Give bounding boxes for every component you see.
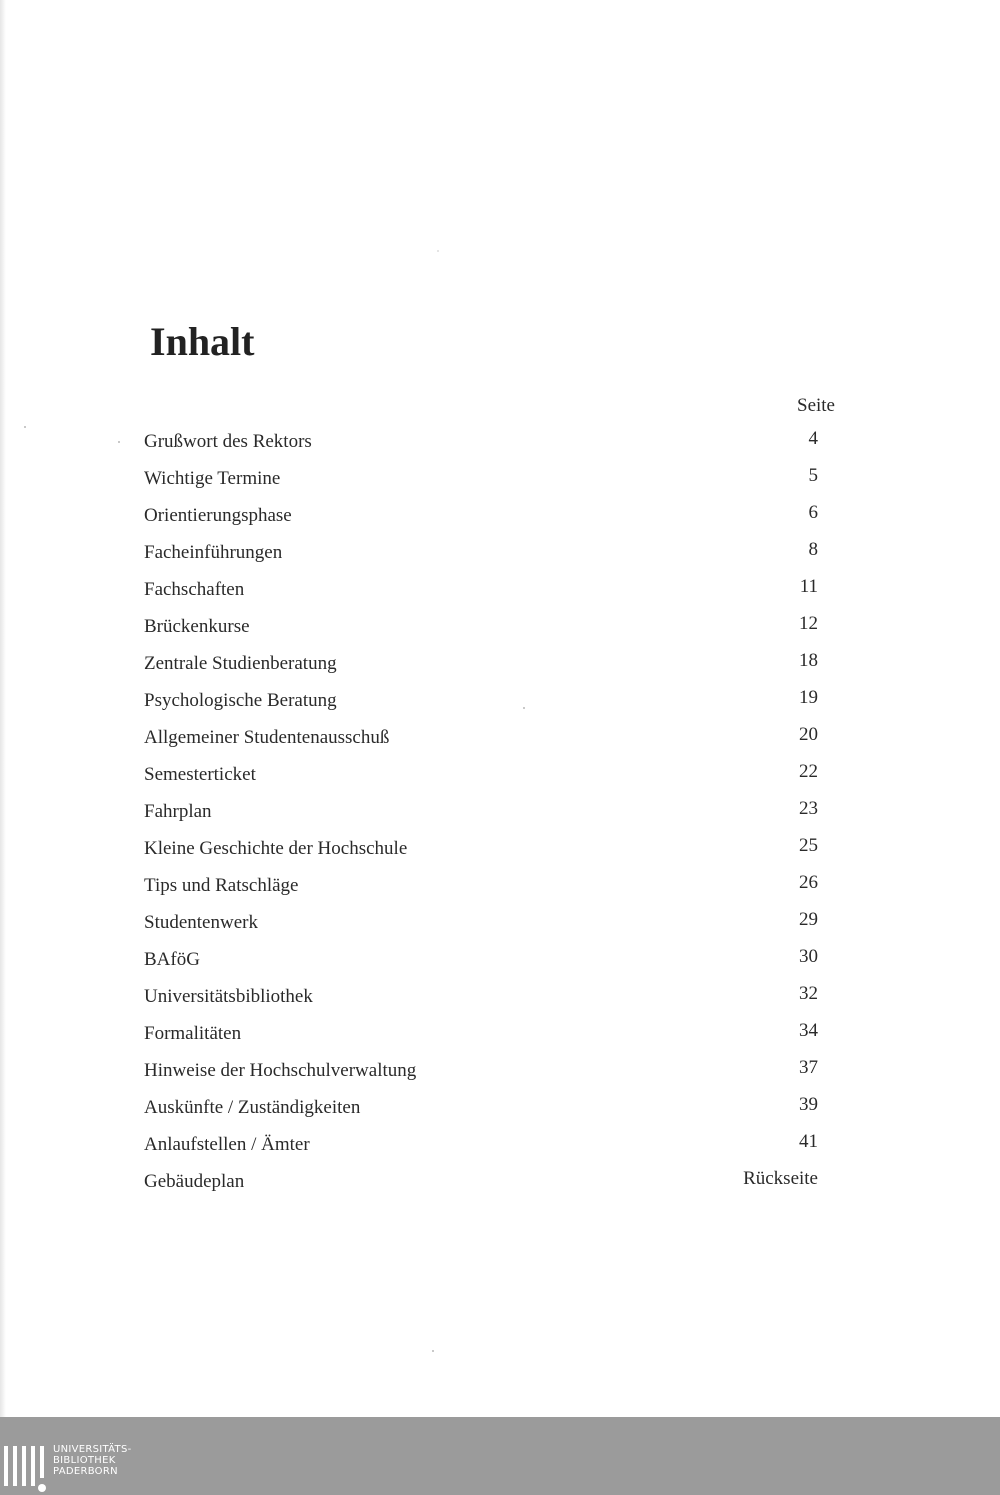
toc-entry bbox=[144, 941, 818, 978]
toc-entry bbox=[144, 719, 818, 756]
toc-entry bbox=[144, 423, 818, 460]
toc-entry-title: Allgemeiner Studentenausschuß bbox=[144, 727, 390, 748]
toc-entry-page: 19 bbox=[799, 687, 818, 708]
toc-entry-page: 20 bbox=[799, 724, 818, 745]
toc-entry bbox=[144, 608, 818, 645]
scan-speck bbox=[118, 441, 120, 443]
toc-entry-title: Grußwort des Rektors bbox=[144, 431, 312, 452]
scan-speck bbox=[523, 707, 525, 709]
toc-entry-page: 39 bbox=[799, 1094, 818, 1115]
toc-entry-title: Zentrale Studienberatung bbox=[144, 653, 337, 674]
table-of-contents bbox=[144, 423, 818, 1200]
toc-entry-title: Wichtige Termine bbox=[144, 468, 281, 489]
toc-entry-title: Formalitäten bbox=[144, 1023, 242, 1044]
toc-entry-page: 23 bbox=[799, 798, 818, 819]
toc-entry-page: 26 bbox=[799, 872, 818, 893]
toc-entry bbox=[144, 1052, 818, 1089]
scan-speck bbox=[432, 1350, 434, 1352]
toc-entry bbox=[144, 571, 818, 608]
logo-line: PADERBORN bbox=[53, 1466, 118, 1477]
toc-entry-page: Rückseite bbox=[743, 1168, 818, 1189]
toc-entry-title: Brückenkurse bbox=[144, 616, 250, 637]
toc-entry bbox=[144, 1163, 818, 1200]
library-logo-icon bbox=[4, 1446, 48, 1494]
library-logo-text bbox=[53, 1444, 132, 1477]
toc-entry-page: 4 bbox=[808, 428, 818, 449]
toc-entry-page: 22 bbox=[799, 761, 818, 782]
logo-line: BIBLIOTHEK bbox=[53, 1455, 116, 1466]
toc-entry bbox=[144, 867, 818, 904]
toc-entry-page: 32 bbox=[799, 983, 818, 1004]
toc-entry-title: Auskünfte / Zuständigkeiten bbox=[144, 1097, 361, 1118]
toc-entry-title: Psychologische Beratung bbox=[144, 690, 337, 711]
toc-entry bbox=[144, 460, 818, 497]
toc-entry bbox=[144, 978, 818, 1015]
toc-entry-page: 18 bbox=[799, 650, 818, 671]
toc-entry-page: 41 bbox=[799, 1131, 818, 1152]
page-title: Inhalt bbox=[150, 319, 255, 364]
toc-entry-page: 12 bbox=[799, 613, 818, 634]
toc-entry bbox=[144, 1089, 818, 1126]
toc-entry-title: Facheinführungen bbox=[144, 542, 283, 563]
page-left-edge-shadow bbox=[0, 0, 6, 1417]
scan-speck bbox=[437, 250, 439, 252]
toc-entry-title: Anlaufstellen / Ämter bbox=[144, 1134, 310, 1155]
toc-entry-title: Hinweise der Hochschulverwaltung bbox=[144, 1060, 417, 1081]
toc-entry-page: 6 bbox=[808, 502, 818, 523]
toc-entry-page: 34 bbox=[799, 1020, 818, 1041]
toc-entry-page: 29 bbox=[799, 909, 818, 930]
toc-entry bbox=[144, 830, 818, 867]
toc-entry bbox=[144, 1015, 818, 1052]
toc-entry-page: 37 bbox=[799, 1057, 818, 1078]
toc-entry-page: 5 bbox=[808, 465, 818, 486]
toc-entry bbox=[144, 904, 818, 941]
toc-entry-title: BAföG bbox=[144, 949, 200, 970]
toc-entry-title: Fahrplan bbox=[144, 801, 212, 822]
toc-entry bbox=[144, 497, 818, 534]
toc-entry bbox=[144, 682, 818, 719]
toc-entry-page: 25 bbox=[799, 835, 818, 856]
toc-entry-title: Semesterticket bbox=[144, 764, 256, 785]
toc-entry-page: 8 bbox=[808, 539, 818, 560]
page-column-header: Seite bbox=[797, 395, 835, 416]
toc-entry bbox=[144, 756, 818, 793]
toc-entry-page: 11 bbox=[799, 576, 818, 597]
toc-entry-title: Tips und Ratschläge bbox=[144, 875, 299, 896]
toc-entry-title: Gebäudeplan bbox=[144, 1171, 245, 1192]
logo-line: UNIVERSITÄTS- bbox=[53, 1444, 132, 1455]
toc-entry-title: Studentenwerk bbox=[144, 912, 258, 933]
toc-entry-title: Fachschaften bbox=[144, 579, 245, 600]
toc-entry bbox=[144, 645, 818, 682]
toc-entry-page: 30 bbox=[799, 946, 818, 967]
toc-entry bbox=[144, 534, 818, 571]
scan-speck bbox=[24, 426, 26, 428]
toc-entry-title: Kleine Geschichte der Hochschule bbox=[144, 838, 408, 859]
footer-bar bbox=[0, 1417, 1000, 1495]
toc-entry bbox=[144, 793, 818, 830]
toc-entry-title: Orientierungsphase bbox=[144, 505, 292, 526]
toc-entry-title: Universitätsbibliothek bbox=[144, 986, 313, 1007]
toc-entry bbox=[144, 1126, 818, 1163]
